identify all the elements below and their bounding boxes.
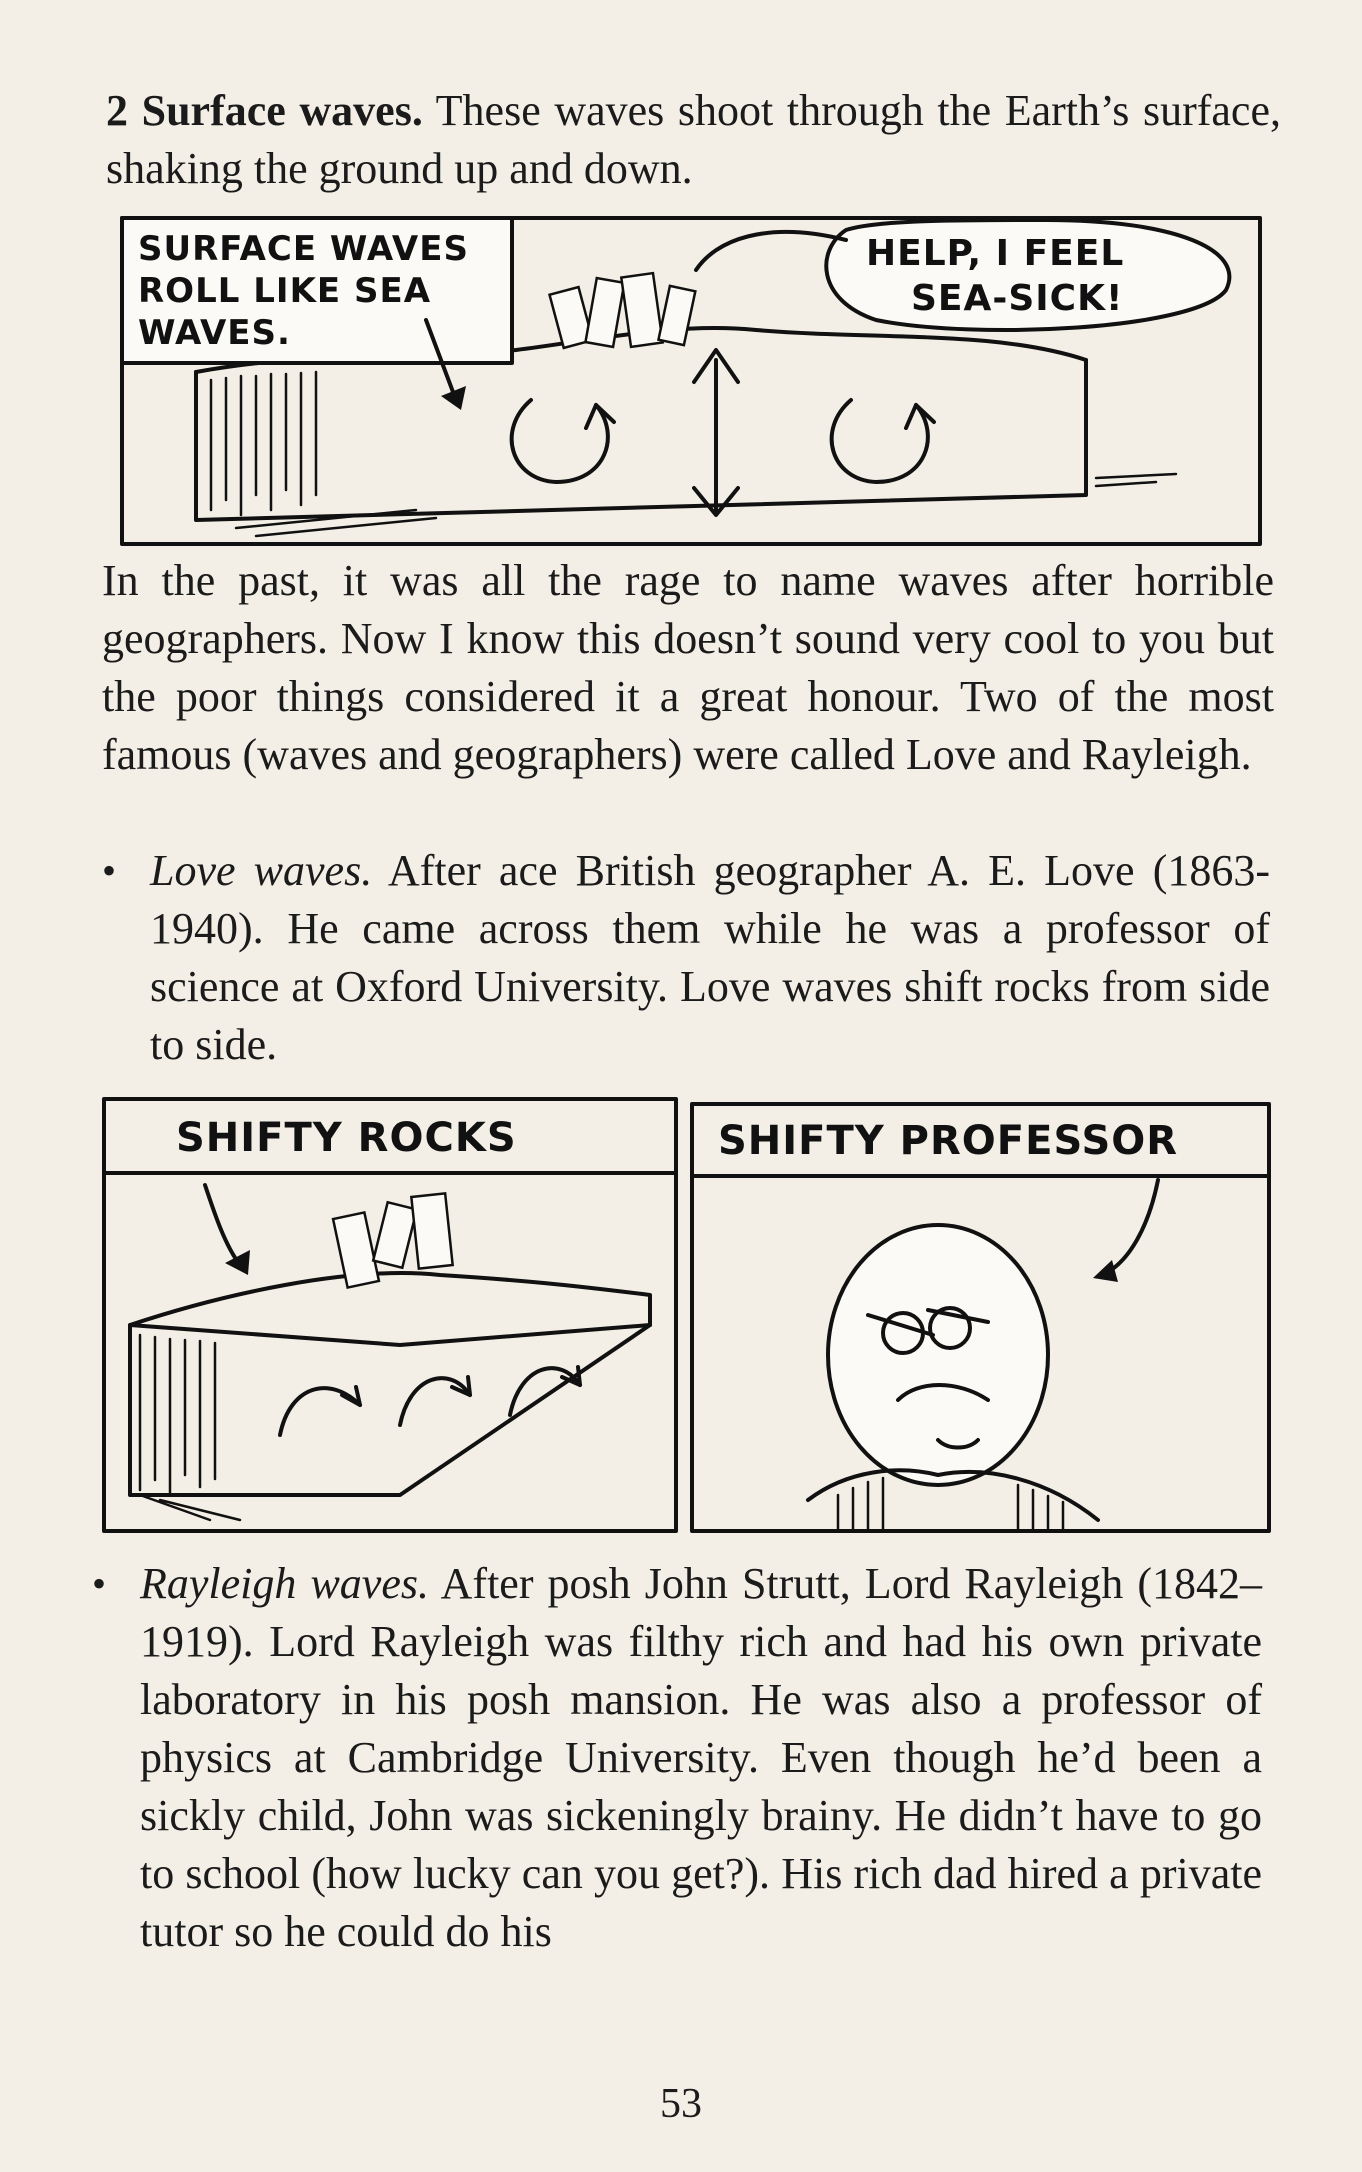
up-down-arrow-icon: [694, 350, 738, 515]
rayleigh-waves-term: Rayleigh waves.: [140, 1559, 429, 1608]
rock-edge: [130, 1325, 650, 1345]
rolling-arrow-left-icon: [512, 400, 614, 482]
panel-frame: [104, 1099, 676, 1531]
rock-block: [130, 1273, 650, 1495]
rolling-arrow-right-icon: [832, 400, 934, 482]
pointer-arrow: [1108, 1180, 1158, 1272]
professor-icon: [808, 1225, 1098, 1530]
shifty-rocks-cartoon: [100, 1095, 680, 1535]
love-waves-term: Love waves.: [150, 846, 373, 895]
panel-caption: SHIFTY ROCKS: [176, 1115, 517, 1161]
caption-line-1: SURFACE WAVES: [138, 229, 469, 269]
speech-line-1: HELP, I FEEL: [866, 233, 1125, 274]
shifty-professor-cartoon: [688, 1100, 1273, 1535]
intro-text: These waves shoot through the Earth’s surface, shaking the ground up and down.: [106, 86, 1281, 193]
caption-line-3: WAVES.: [138, 313, 291, 353]
arrow-head-icon: [1093, 1260, 1118, 1282]
speech-line-2: SEA-SICK!: [911, 278, 1124, 319]
panel-caption: SHIFTY PROFESSOR: [718, 1118, 1179, 1164]
bullet-dot: •: [92, 1561, 107, 1606]
caption-line-2: ROLL LIKE SEA: [138, 271, 432, 311]
love-waves-item: [150, 842, 1270, 1074]
rock-strata: [211, 372, 1176, 536]
surface-waves-cartoon: [116, 210, 1266, 550]
rock-strata: [140, 1335, 240, 1520]
pointer-arrow: [205, 1185, 240, 1265]
rayleigh-waves-text: After posh John Strutt, Lord Rayleigh (1842–1919). Lord Rayleigh was filthy rich and had his own private laboratory in his posh mansion. He was also a professor of physics at Cambridge University. Even though he’d been a sickly child, John was sickeningly brainy. He didn’t have to go to school (how lucky can you get?). His rich dad hired a private tutor so he could do his: [140, 1559, 1262, 1956]
arrow-head-icon: [225, 1250, 250, 1275]
ground-block: [196, 360, 1086, 520]
bullet-dot: •: [102, 848, 117, 893]
rayleigh-waves-item: [140, 1555, 1262, 1961]
speech-tail: [696, 232, 846, 270]
names-paragraph: In the past, it was all the rage to name waves after horrible geographers. Now I know this doesn’t sound very cool to you but the poor things considered it a great honour. Two of the most famous (waves and geographers) were called Love and Rayleigh.: [102, 556, 1274, 779]
intro-paragraph: [106, 82, 1281, 198]
section-heading: 2 Surface waves.: [106, 86, 423, 135]
love-waves-text: After ace British geographer A. E. Love (1863-1940). He came across them while he was a professor of science at Oxford University. Love waves shift rocks from side to side.: [150, 846, 1271, 1069]
page-number: 53: [660, 2081, 702, 2127]
